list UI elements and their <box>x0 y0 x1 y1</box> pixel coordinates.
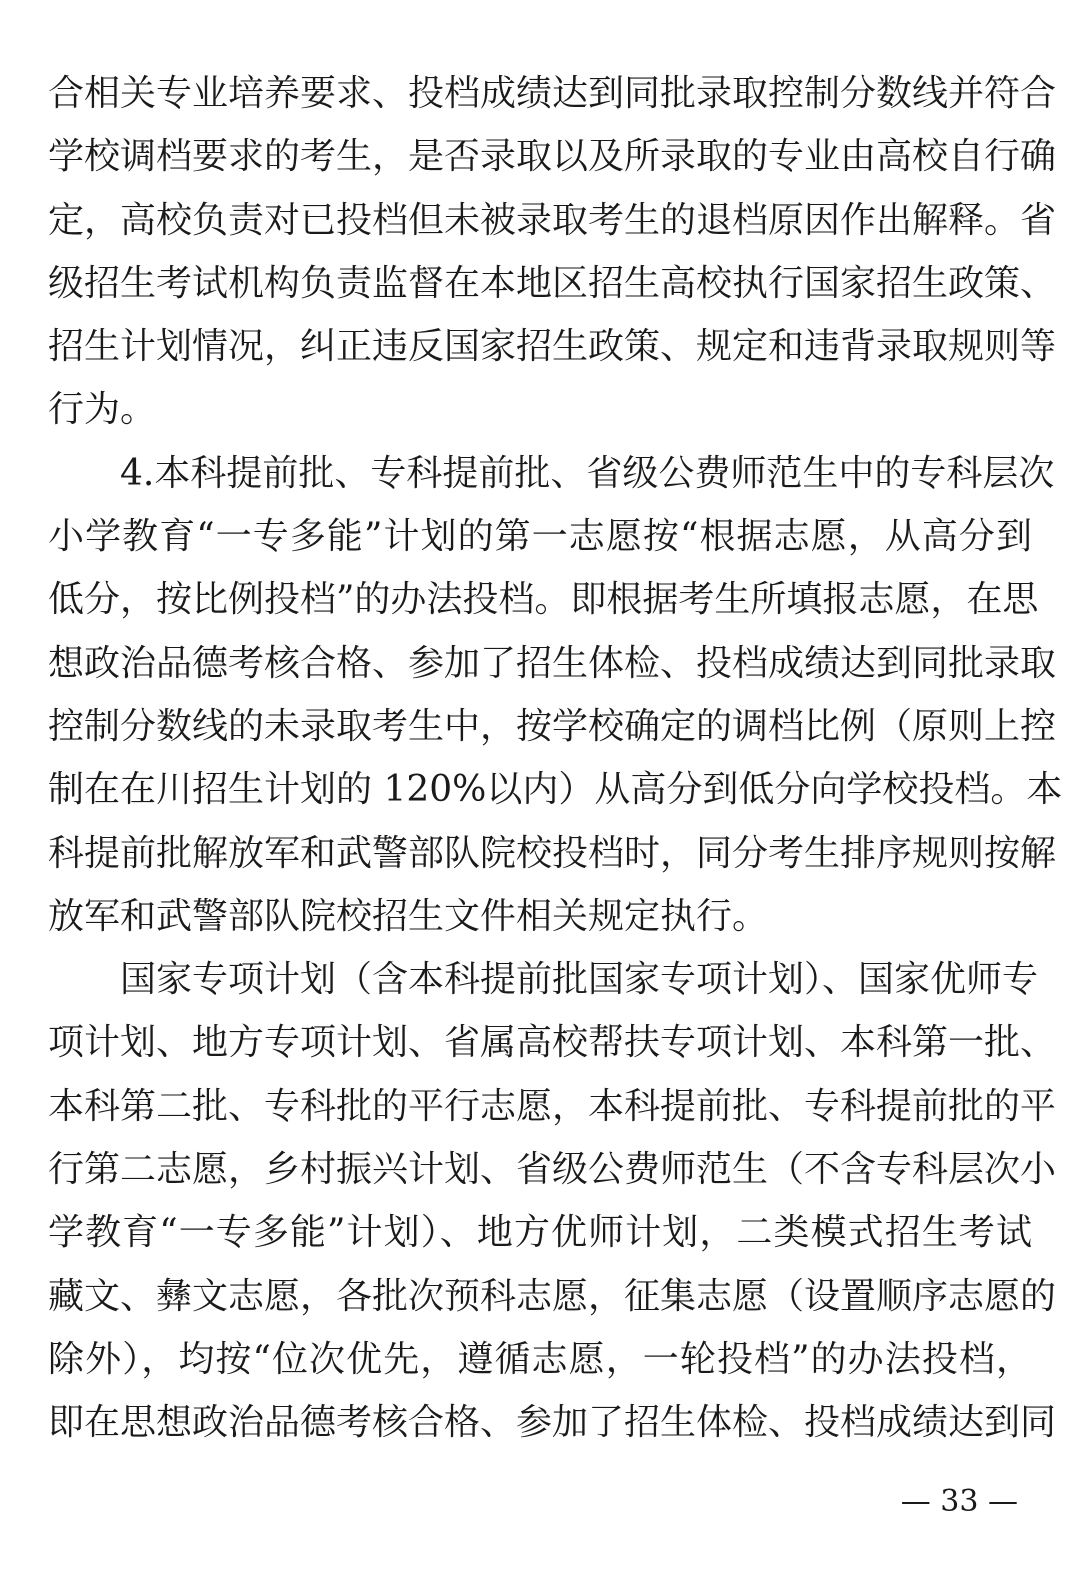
text-line: 小学教育“一专多能”计划的第一志愿按“根据志愿，从高分到 <box>48 516 1032 558</box>
text-line: 国家专项计划（含本科提前批国家专项计划）、国家优师专 <box>120 959 1039 1001</box>
text-line: 本科第二批、专科批的平行志愿，本科提前批、专科提前批的平 <box>48 1085 1057 1127</box>
text-line: 定，高校负责对已投档但未被录取考生的退档原因作出解释。省 <box>48 199 1057 241</box>
document-body <box>48 62 1063 1455</box>
text-line: 招生计划情况，纠正违反国家招生政策、规定和违背录取规则等 <box>48 326 1057 368</box>
text-line: 藏文、彝文志愿，各批次预科志愿，征集志愿（设置顺序志愿的 <box>48 1275 1057 1317</box>
text-line: 控制分数线的未录取考生中，按学校确定的调档比例（原则上控 <box>48 705 1057 747</box>
paragraph-1 <box>48 62 1057 442</box>
text-line: 即在思想政治品德考核合格、参加了招生体检、投档成绩达到同 <box>48 1402 1057 1444</box>
paragraph-3 <box>48 948 1057 1454</box>
page-number: — 33 — <box>900 1484 1018 1519</box>
text-line: 项计划、地方专项计划、省属高校帮扶专项计划、本科第一批、 <box>48 1022 1057 1064</box>
text-line: 学校调档要求的考生，是否录取以及所录取的专业由高校自行确 <box>48 136 1057 178</box>
text-line: 行为。 <box>48 389 157 431</box>
text-line: 级招生考试机构负责监督在本地区招生高校执行国家招生政策、 <box>48 262 1057 304</box>
paragraph-2 <box>48 442 1063 948</box>
text-line: 低分，按比例投档”的办法投档。即根据考生所填报志愿，在思 <box>48 579 1039 621</box>
text-line: 行第二志愿，乡村振兴计划、省级公费师范生（不含专科层次小 <box>48 1149 1057 1191</box>
text-line: 除外），均按“位次优先，遵循志愿，一轮投档”的办法投档， <box>48 1338 1032 1380</box>
text-line: 制在在川招生计划的 120%以内）从高分到低分向学校投档。本 <box>48 769 1063 811</box>
text-line: 科提前批解放军和武警部队院校投档时，同分考生排序规则按解 <box>48 832 1057 874</box>
text-line: 合相关专业培养要求、投档成绩达到同批录取控制分数线并符合 <box>48 73 1057 114</box>
text-line: 4.本科提前批、专科提前批、省级公费师范生中的专科层次 <box>120 452 1055 494</box>
text-line: 学教育“一专多能”计划）、地方优师计划，二类模式招生考试 <box>48 1212 1032 1254</box>
text-line: 放军和武警部队院校招生文件相关规定执行。 <box>48 895 769 937</box>
text-line: 想政治品德考核合格、参加了招生体检、投档成绩达到同批录取 <box>48 642 1057 684</box>
